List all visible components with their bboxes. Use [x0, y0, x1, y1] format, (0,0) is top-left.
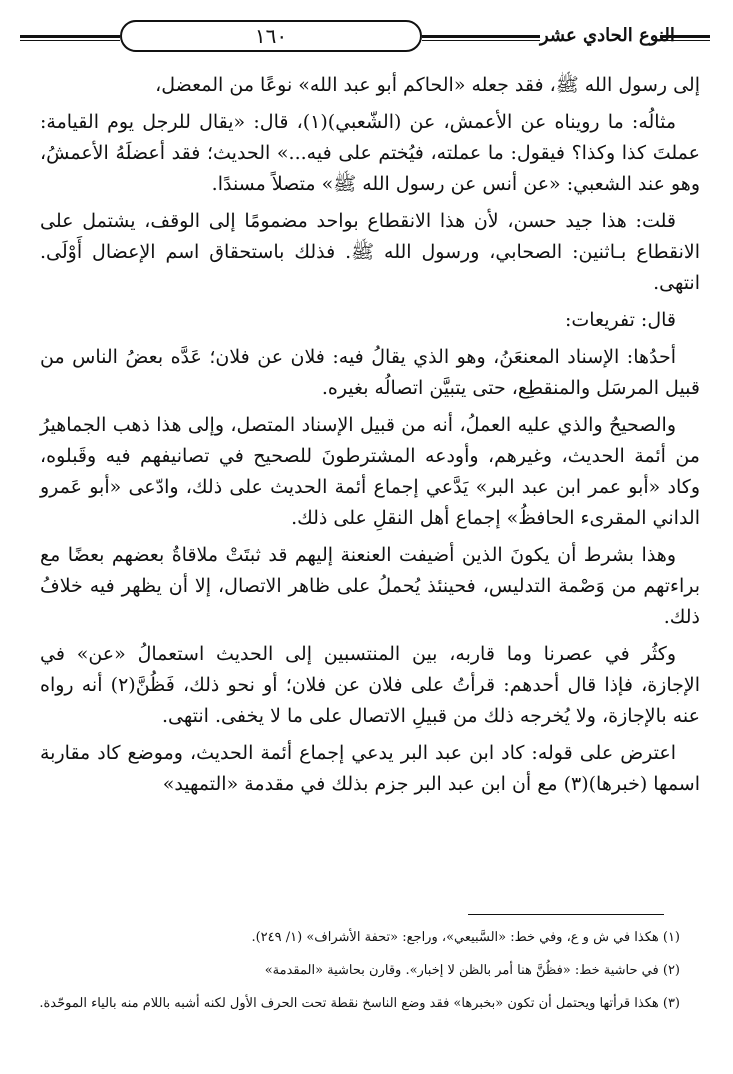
footnotes	[40, 928, 680, 1027]
page-number: ١٦٠	[120, 20, 422, 52]
footnote: (١) هكذا في ش و ع، وفي خط: «السَّبيعي»، وراجع: «تحفة الأشراف» (١/ ٢٤٩).	[251, 930, 680, 945]
running-title: النوع الحادي عشر	[540, 25, 675, 46]
header-rule-middle	[422, 35, 540, 41]
footnote-separator	[468, 914, 664, 915]
paragraph: وهذا بشرط أن يكونَ الذين أضيفت العنعنة إليهم قد ثبتَتْ ملاقاةُ بعضهم بعضًا مع براءتهم من وَصْمة التدليس، فحينئذ يُحملُ على ظاهر الاتصال، إلا أن يظهر فيه خلافُ ذلك.	[40, 544, 700, 628]
paragraph: قلت: هذا جيد حسن، لأن هذا الانقطاع بواحد مضمومًا إلى الوقف، يشتمل على الانقطاع بـاثنين: الصحابي، ورسول الله ﷺ. فذلك باستحقاق اسم الإعضال أَوْلَى. انتهى.	[40, 210, 700, 294]
paragraph: أحدُها: الإسناد المعنعَنُ، وهو الذي يقالُ فيه: فلان عن فلان؛ عَدَّه بعضُ الناس من قبيل المرسَل والمنقطِع، حتى يتبيَّن اتصالُه بغيره.	[40, 346, 700, 399]
header-rule-left	[20, 35, 120, 41]
paragraph: إلى رسول الله ﷺ، فقد جعله «الحاكم أبو عبد الله» نوعًا من المعضل،	[155, 74, 700, 96]
paragraph: مثالُه: ما رويناه عن الأعمش، عن (الشّعبي)(١)، قال: «يقال للرجل يوم القيامة: عملتَ كذا وكذا؟ فيقول: ما عملته، فيُختم على فيه...» الحديث؛ فقد أعضلَهُ الأعمشُ، وهو عند الشعبي: «عن أنس عن رسول الله ﷺ» متصلاً مسندًا.	[40, 111, 700, 195]
paragraph: وكثُر في عصرنا وما قاربه، بين المنتسبين إلى الحديث استعمالُ «عن» في الإجازة، فإذا قال أحدهم: قرأتُ على فلان عن فلان؛ أو نحو ذلك، فَظُنَّ(٢) أنه رواه عنه بالإجازة، ولا يُخرجه ذلك من قبيلِ الاتصال على ما لا يخفى. انتهى.	[40, 643, 700, 727]
header-rule-right	[660, 35, 710, 41]
paragraph: والصحيحُ والذي عليه العملُ، أنه من قبيل الإسناد المتصل، وإلى هذا ذهب الجماهيرُ من أئمة الحديث، وغيرهم، وأودعه المشترطونَ للصحيح في تصانيفهم فيه وقَبلوه، وكاد «أبو عمر ابن عبد البر» يَدَّعي إجماع أئمة الحديث على ذلك، وادّعى «أبو عَمرو الداني المقرىء الحافظُ» إجماع أهل النقلِ على ذلك.	[40, 414, 700, 529]
paragraph: اعترض على قوله: كاد ابن عبد البر يدعي إجماع أئمة الحديث، وموضع كاد مقاربة اسمها (خبرها)(٣) مع أن ابن عبد البر جزم بذلك في مقدمة «التمهيد»	[40, 742, 700, 795]
page-header	[20, 18, 710, 58]
paragraph: قال: تفريعات:	[564, 309, 676, 331]
footnote: (٣) هكذا قرأتها ويحتمل أن تكون «بخبرها» فقد وضع الناسخ نقطة تحت الحرف الأول لكنه أشبه باللام منه بالياء الموحّدة.	[39, 996, 680, 1011]
main-text	[40, 70, 700, 806]
footnote: (٢) في حاشية خط: «فظُنَّ هنا أمر بالظن لا إخبار». وقارن بحاشية «المقدمة»	[264, 963, 680, 978]
